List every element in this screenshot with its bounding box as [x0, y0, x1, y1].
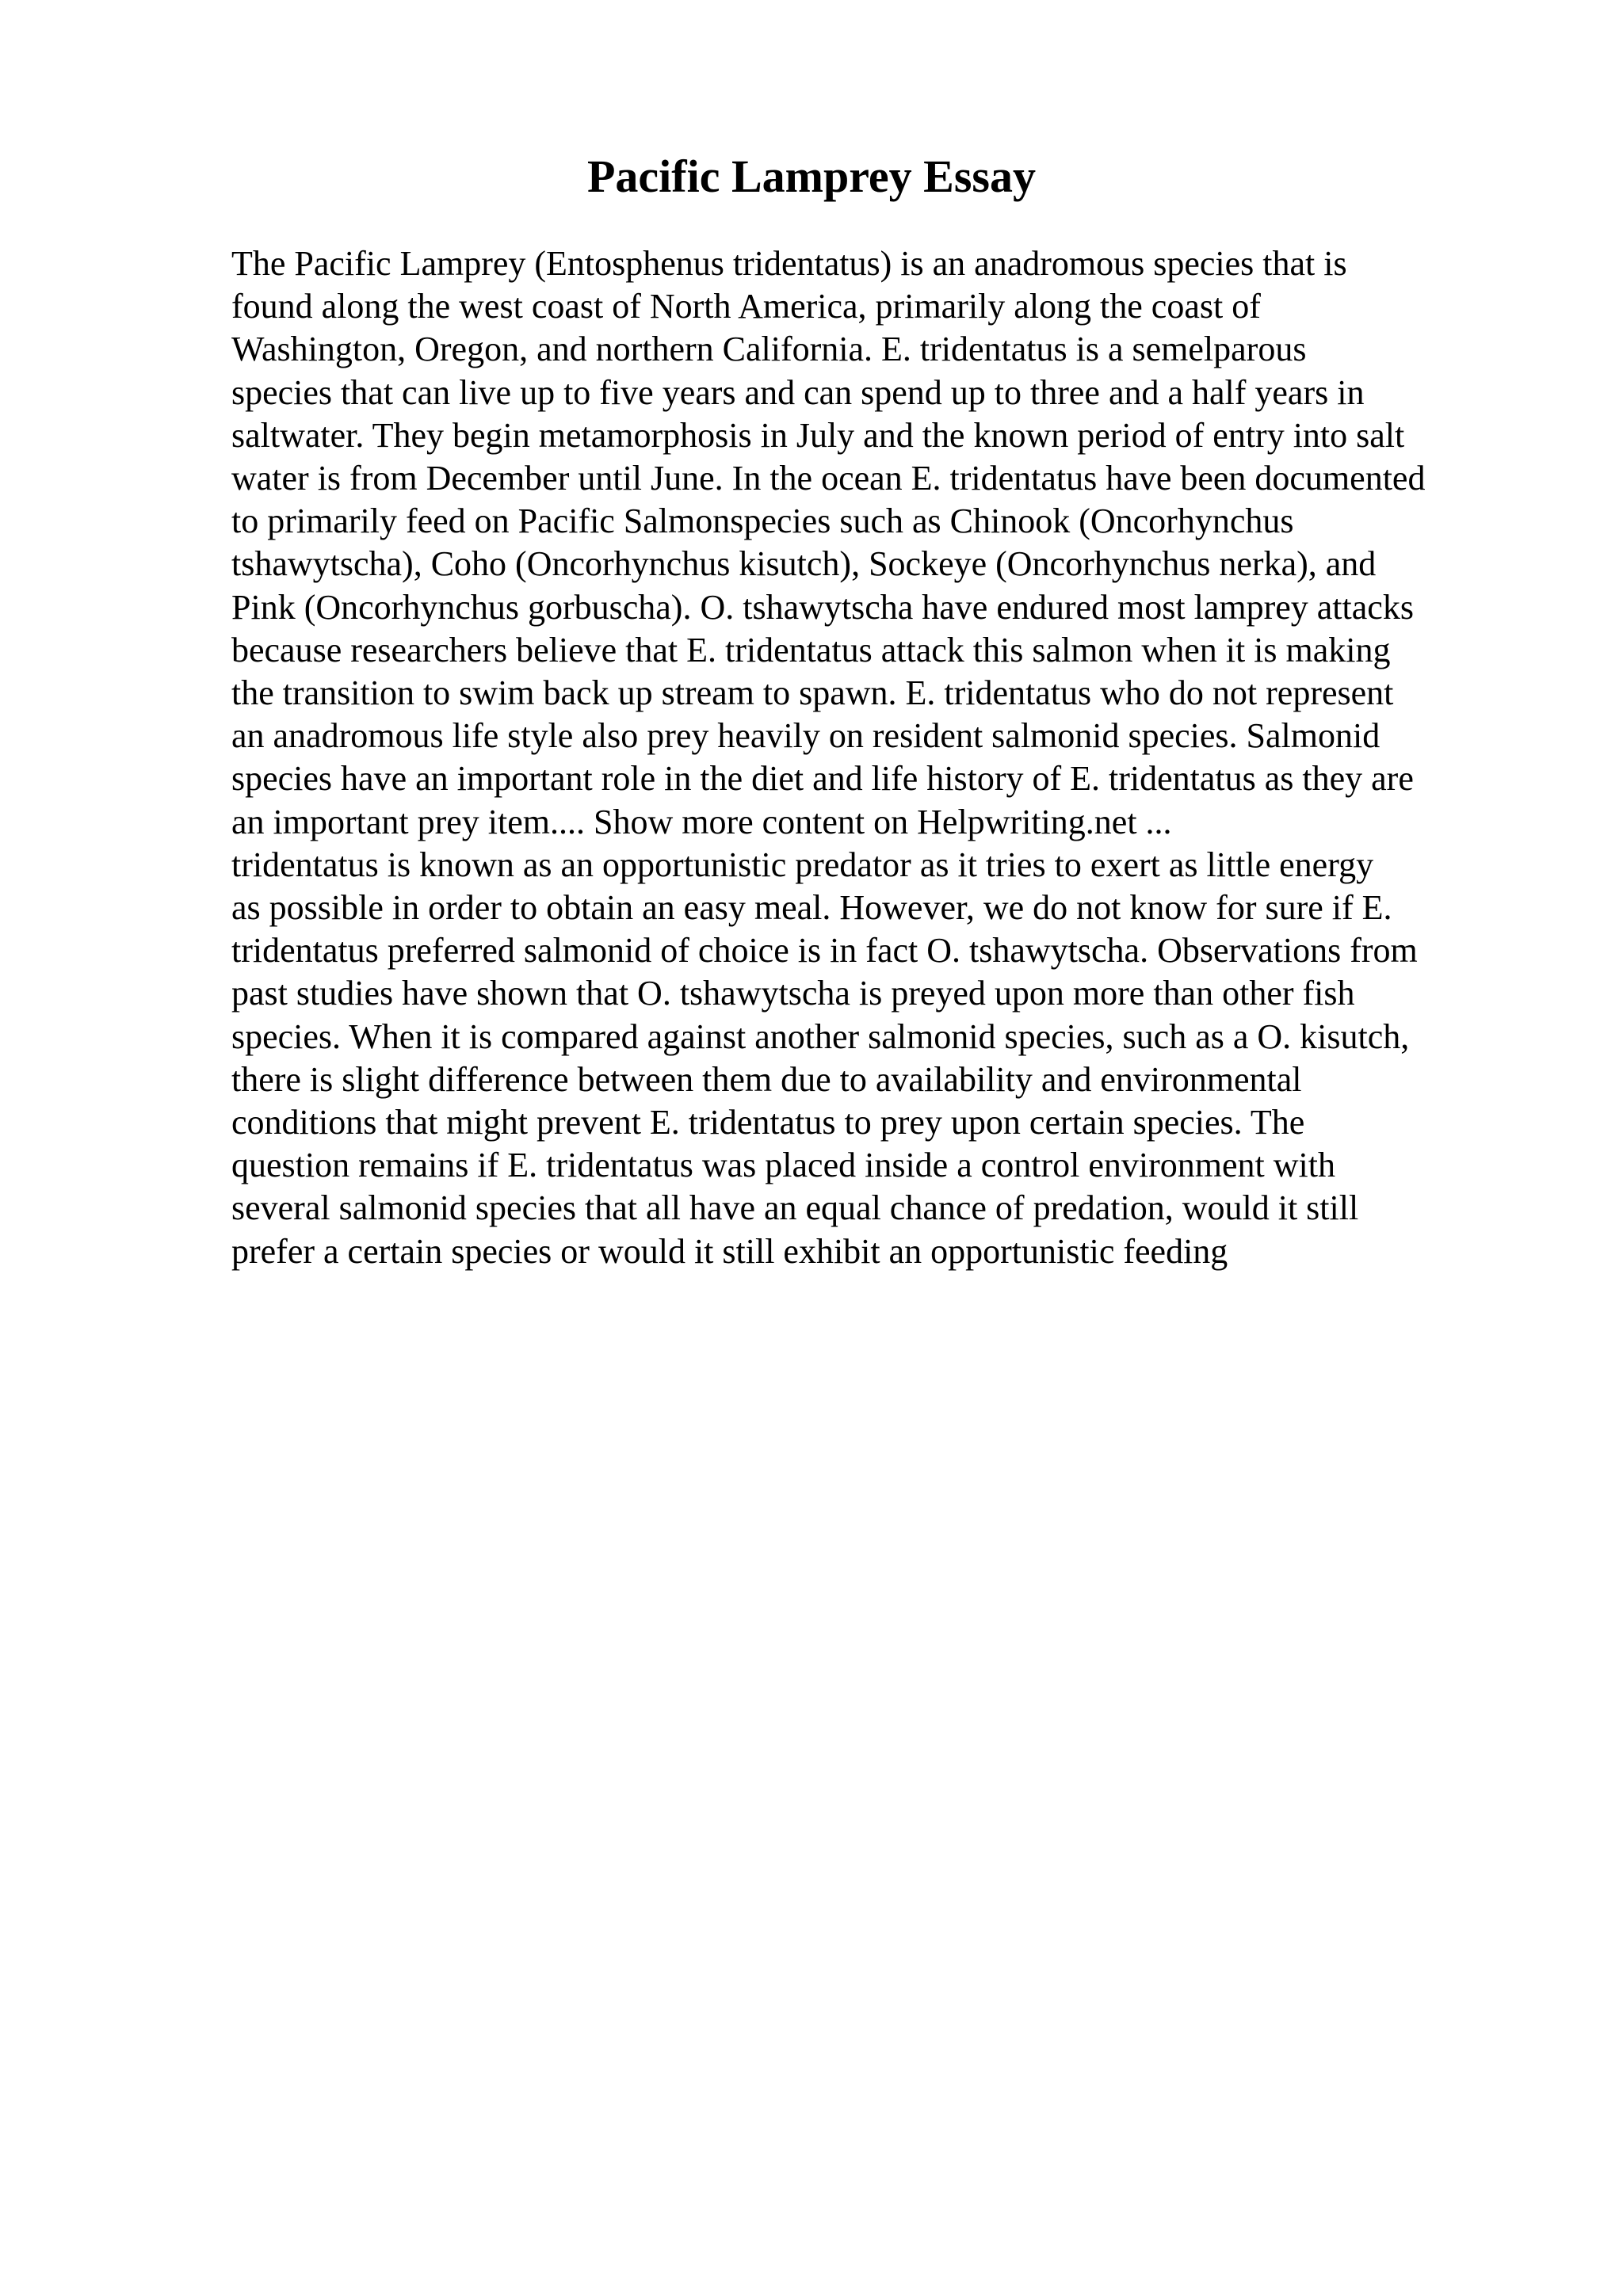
text-line: Washington, Oregon, and northern California. E. tridentatus is a semelparous — [231, 330, 1307, 369]
text-line: found along the west coast of North America, primarily along the coast of — [231, 287, 1261, 326]
text-line: The Pacific Lamprey (Entosphenus tridentatus) is an anadromous species that is — [231, 244, 1347, 283]
text-line: the transition to swim back up stream to spawn. E. tridentatus who do not represent — [231, 673, 1394, 713]
text-line: past studies have shown that O. tshawytscha is preyed upon more than other fish — [231, 974, 1355, 1013]
essay-body — [231, 242, 1594, 1273]
text-line: tshawytscha), Coho (Oncorhynchus kisutch), Sockeye (Oncorhynchus nerka), and — [231, 544, 1377, 584]
text-line: species. When it is compared against another salmonid species, such as a O. kisutch, — [231, 1016, 1410, 1056]
text-line: tridentatus is known as an opportunistic predator as it tries to exert as little energy — [231, 845, 1374, 884]
text-line: to primarily feed on Pacific Salmonspecies such as Chinook (Oncorhynchus — [231, 502, 1294, 541]
text-line: Pink (Oncorhynchus gorbuscha). O. tshawytscha have endured most lamprey attacks — [231, 587, 1414, 627]
page-title: Pacific Lamprey Essay — [587, 151, 1036, 202]
text-line: species have an important role in the diet and life history of E. tridentatus as they are — [231, 759, 1414, 799]
text-line: tridentatus preferred salmonid of choice is in fact O. tshawytscha. Observations from — [231, 931, 1418, 971]
text-line: several salmonid species that all have an equal chance of predation, would it still — [231, 1188, 1359, 1228]
text-line: saltwater. They begin metamorphosis in July and the known period of entry into salt — [231, 415, 1405, 455]
text-line: water is from December until June. In the ocean E. tridentatus have been documented — [231, 459, 1426, 498]
text-line: question remains if E. tridentatus was placed inside a control environment with — [231, 1146, 1335, 1185]
text-line: prefer a certain species or would it still exhibit an opportunistic feeding — [231, 1231, 1228, 1271]
text-line: as possible in order to obtain an easy meal. However, we do not know for sure if E. — [231, 888, 1392, 928]
text-line: there is slight difference between them due to availability and environmental — [231, 1059, 1302, 1099]
text-line: species that can live up to five years and can spend up to three and a half years in — [231, 372, 1365, 412]
text-line: because researchers believe that E. tridentatus attack this salmon when it is making — [231, 630, 1391, 669]
text-line: an anadromous life style also prey heavily on resident salmonid species. Salmonid — [231, 716, 1381, 756]
show-more-line: an important prey item.... Show more content on Helpwriting.net ... — [231, 802, 1172, 841]
text-line: conditions that might prevent E. tridentatus to prey upon certain species. The — [231, 1103, 1305, 1142]
